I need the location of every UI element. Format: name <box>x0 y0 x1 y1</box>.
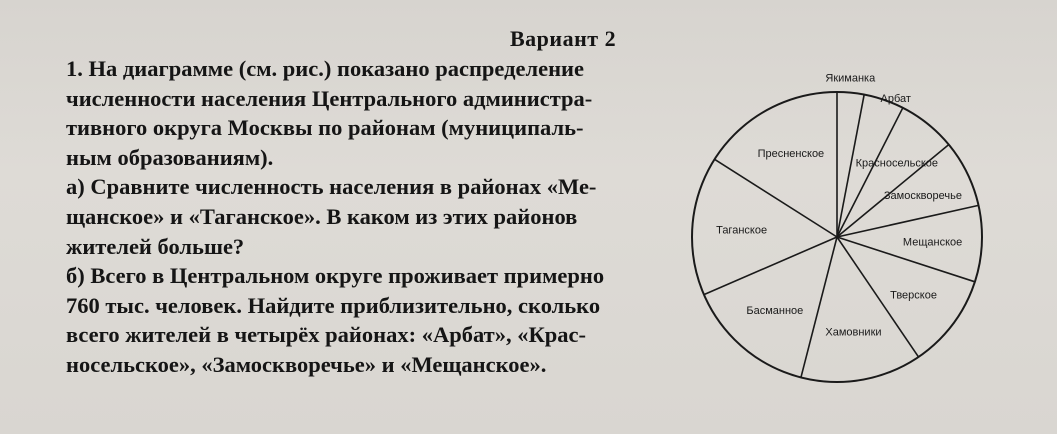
problem-line: носельское», «Замоскворечье» и «Мещанское». <box>66 351 547 377</box>
problem-line: тивного округа Москвы по районам (муниципаль- <box>66 115 584 141</box>
pie-slice-label: Басманное <box>746 304 804 317</box>
variant-heading: Вариант 2 <box>510 26 617 51</box>
problem-line: ным образованиям). <box>66 144 274 170</box>
pie-slice-label: Замоскворечье <box>883 189 962 202</box>
problem-line: 760 тыс. человек. Найдите приблизительно, сколько <box>66 292 601 318</box>
pie-slice-boundary <box>704 237 837 295</box>
problem-line: 1. На диаграмме (см. рис.) показано распределение <box>66 56 585 81</box>
pie-slice-boundary <box>837 108 903 237</box>
pie-slice-label: Арбат <box>880 93 911 106</box>
pie-slice-label: Мещанское <box>902 236 963 249</box>
problem-part-b: б) Всего в Центральном округе проживает примерно <box>66 263 605 289</box>
problem-text <box>66 54 666 380</box>
problem-line: всего жителей в четырёх районах: «Арбат», «Крас- <box>66 322 587 348</box>
pie-chart <box>690 62 1030 412</box>
problem-line: щанское» и «Таганское». В каком из этих районов <box>66 203 578 229</box>
problem-line: жителей больше? <box>66 233 245 259</box>
pie-slice-label: Тверское <box>890 289 937 302</box>
pie-slice-label: Хамовники <box>825 326 882 339</box>
pie-slice-boundary <box>837 205 979 237</box>
pie-slice-boundary <box>801 237 837 377</box>
problem-part-a: а) Сравните численность населения в районах «Ме- <box>66 174 597 200</box>
pie-slice-label: Якиманка <box>825 72 876 85</box>
pie-slice-label: Таганское <box>716 224 768 237</box>
pie-slice-label: Пресненское <box>757 148 825 161</box>
pie-chart-container <box>690 62 1030 412</box>
problem-line: численности населения Центрального администра- <box>66 85 593 111</box>
pie-slice-label: Красносельское <box>855 157 939 170</box>
